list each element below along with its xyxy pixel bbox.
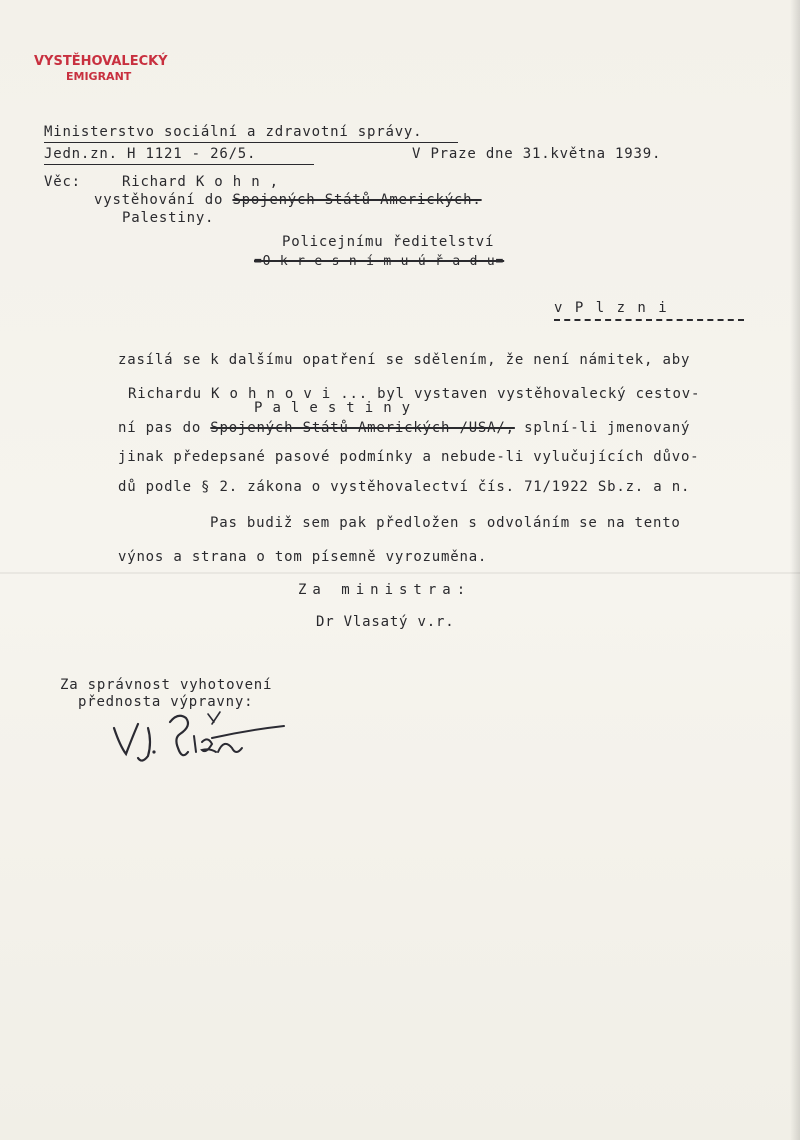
body-line6: Pas budiž sem pak předložen s odvoláním se na tento: [210, 515, 681, 531]
body-line7: výnos a strana o tom písemně vyrozuměna.: [118, 549, 488, 565]
addressee-struck-line: =O k r e s n í m u ú ř a d u=: [254, 254, 505, 269]
subject-label: Věc:: [44, 174, 81, 190]
handwritten-signature: [108, 708, 288, 768]
body-line4: jinak předepsané pasové podmínky a nebude-li vylučujících důvo-: [118, 449, 700, 465]
subject-destination: Palestiny.: [122, 210, 215, 226]
closing-for-minister: Za ministra:: [298, 582, 472, 598]
attestation-line2: přednosta výpravny:: [78, 694, 254, 710]
attestation-line1: Za správnost vyhotovení: [60, 677, 273, 693]
subject-name: Richard K o h n ,: [122, 174, 279, 190]
closing-signatory: Dr Vlasatý v.r.: [316, 614, 455, 630]
place-and-date: V Praze dne 31.května 1939.: [412, 146, 662, 162]
emigrant-stamp-line2: EMIGRANT: [66, 70, 132, 83]
reference-number: Jedn.zn. H 1121 - 26/5.: [44, 146, 314, 165]
body-insert-palestine: P a l e s t i n y: [254, 400, 411, 416]
subject-emigration-text: vystěhování do: [94, 192, 224, 208]
addressee-city: v P l z n i: [554, 300, 744, 321]
subject-struck-destination: Spojených Států Amerických.: [232, 192, 482, 208]
ministry-heading: Ministerstvo sociální a zdravotní správy.: [44, 124, 458, 143]
body-line1: zasílá se k dalšímu opatření se sdělením, že není námitek, aby: [118, 352, 691, 368]
body-line3-start: ní pas do: [118, 420, 202, 436]
body-line2: Richardu K o h n o v i ... byl vystaven vystěhovalecký cestov-: [128, 386, 701, 402]
edge-shadow: [790, 0, 800, 1140]
body-line3-struck: Spojených Států Amerických /USA/,: [210, 420, 515, 436]
body-line5: dů podle § 2. zákona o vystěhovalectví čís. 71/1922 Sb.z. a n.: [118, 479, 691, 495]
fold-crease: [0, 572, 800, 574]
emigrant-stamp-line1: VYSTĚHOVALECKÝ: [34, 54, 168, 69]
body-line3-end: splní-li jmenovaný: [524, 420, 691, 436]
addressee-line1: Policejnímu ředitelství: [282, 234, 495, 250]
